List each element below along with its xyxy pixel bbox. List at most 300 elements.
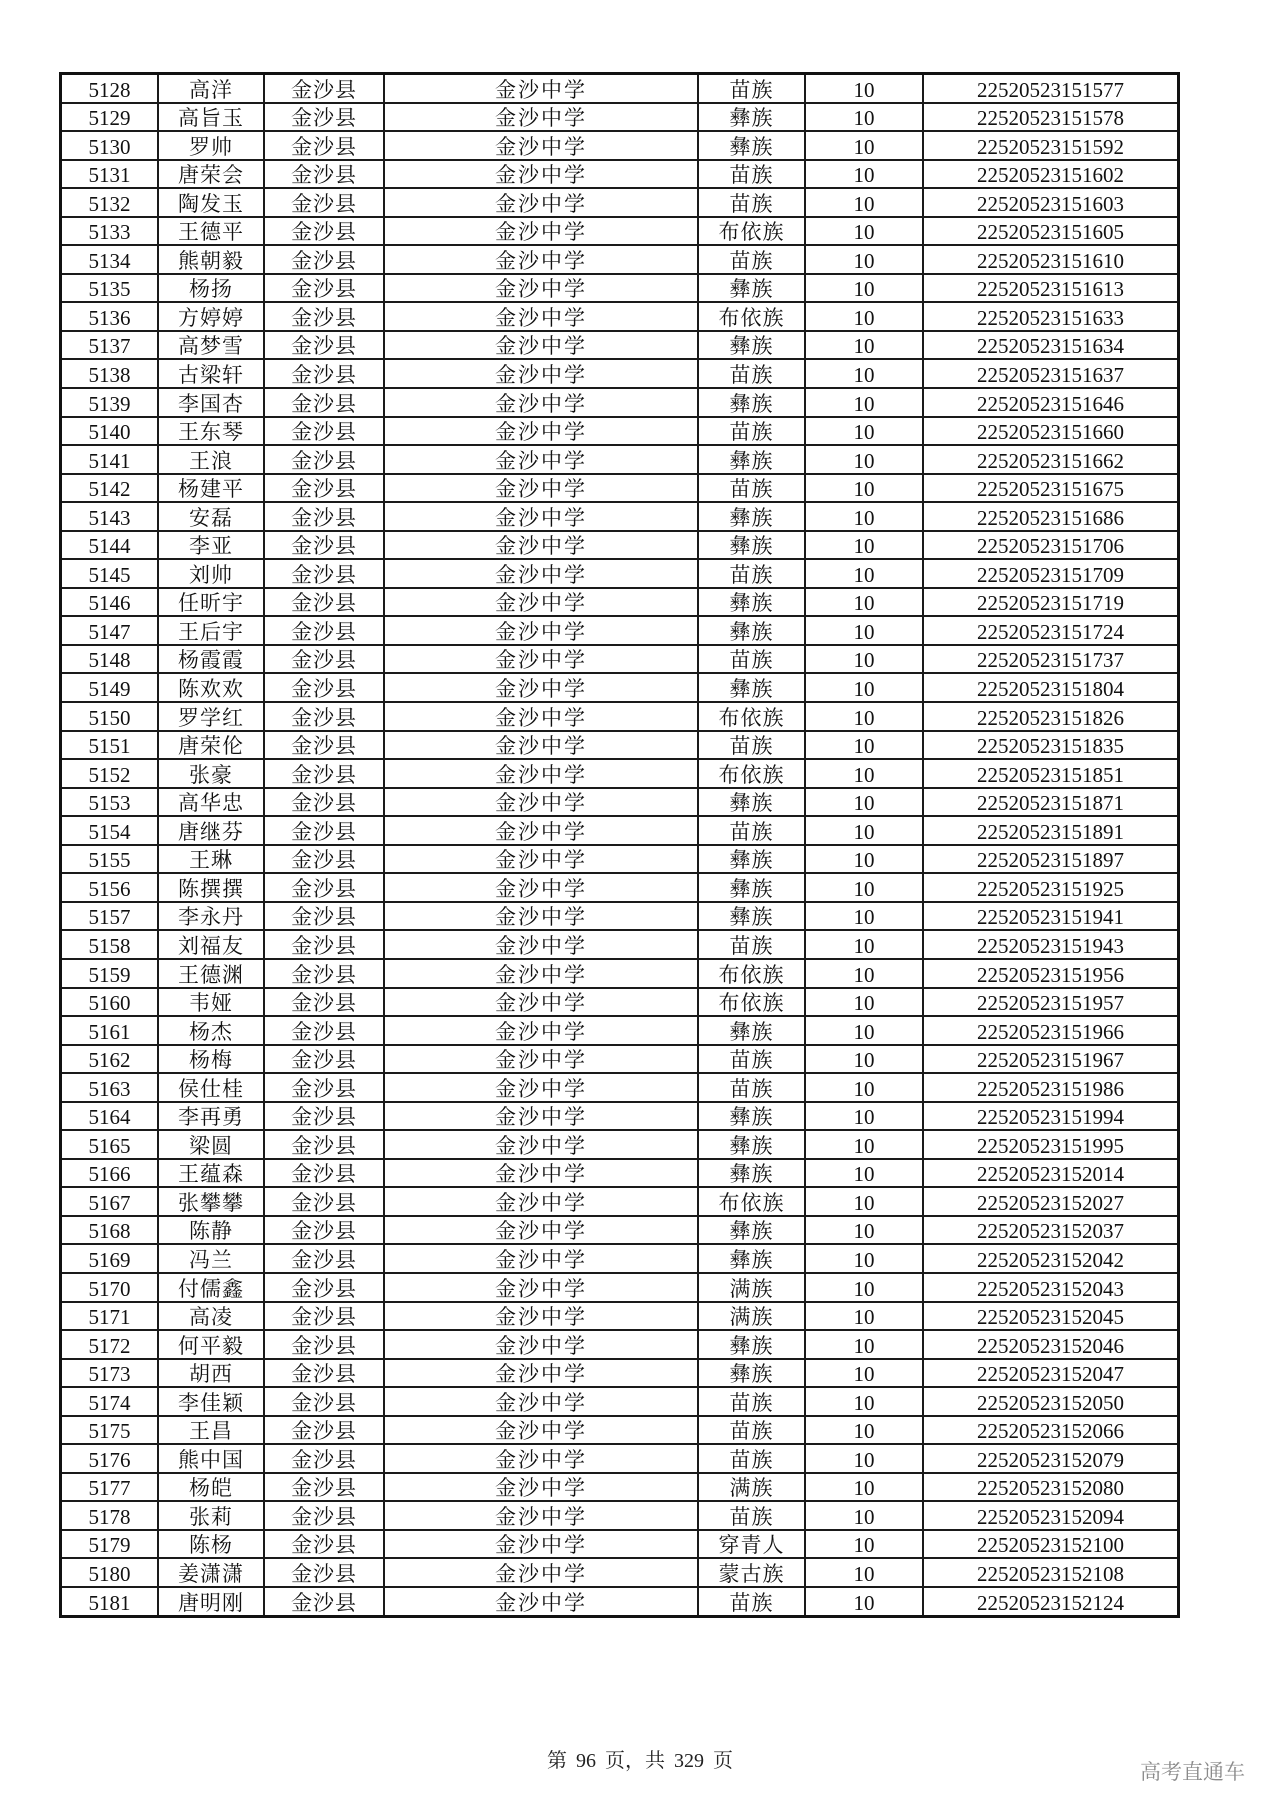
grade-cell: 10 xyxy=(805,1359,923,1388)
grade-cell: 10 xyxy=(805,160,923,189)
exam-id-cell: 22520523151925 xyxy=(923,873,1179,902)
student-name-cell: 张攀攀 xyxy=(158,1187,264,1216)
table-row xyxy=(61,274,1179,303)
row-number-cell: 5144 xyxy=(61,531,159,560)
table-row xyxy=(61,731,1179,760)
table-row xyxy=(61,502,1179,531)
county-cell: 金沙县 xyxy=(264,930,384,959)
student-name-cell: 冯兰 xyxy=(158,1244,264,1273)
ethnicity-cell: 彝族 xyxy=(698,588,805,617)
table-row xyxy=(61,816,1179,845)
exam-id-cell: 22520523151956 xyxy=(923,959,1179,988)
exam-id-cell: 22520523151804 xyxy=(923,673,1179,702)
grade-cell: 10 xyxy=(805,559,923,588)
watermark-text: 高考直通车 xyxy=(1140,1760,1245,1784)
ethnicity-cell: 苗族 xyxy=(698,816,805,845)
county-cell: 金沙县 xyxy=(264,673,384,702)
grade-cell: 10 xyxy=(805,645,923,674)
county-cell: 金沙县 xyxy=(264,131,384,160)
student-name-cell: 唐荣伦 xyxy=(158,731,264,760)
table-row xyxy=(61,1473,1179,1502)
school-cell: 金沙中学 xyxy=(384,1130,698,1159)
table-row xyxy=(61,616,1179,645)
county-cell: 金沙县 xyxy=(264,502,384,531)
grade-cell: 10 xyxy=(805,1187,923,1216)
school-cell: 金沙中学 xyxy=(384,131,698,160)
grade-cell: 10 xyxy=(805,331,923,360)
ethnicity-cell: 彝族 xyxy=(698,845,805,874)
county-cell: 金沙县 xyxy=(264,417,384,446)
student-name-cell: 高梦雪 xyxy=(158,331,264,360)
exam-id-cell: 22520523152042 xyxy=(923,1244,1179,1273)
row-number-cell: 5145 xyxy=(61,559,159,588)
exam-id-cell: 22520523151706 xyxy=(923,531,1179,560)
county-cell: 金沙县 xyxy=(264,959,384,988)
row-number-cell: 5180 xyxy=(61,1558,159,1587)
county-cell: 金沙县 xyxy=(264,103,384,132)
grade-cell: 10 xyxy=(805,1073,923,1102)
student-name-cell: 陶发玉 xyxy=(158,188,264,217)
table-row xyxy=(61,873,1179,902)
county-cell: 金沙县 xyxy=(264,559,384,588)
school-cell: 金沙中学 xyxy=(384,217,698,246)
school-cell: 金沙中学 xyxy=(384,1073,698,1102)
grade-cell: 10 xyxy=(805,217,923,246)
school-cell: 金沙中学 xyxy=(384,388,698,417)
table-row xyxy=(61,188,1179,217)
county-cell: 金沙县 xyxy=(264,388,384,417)
county-cell: 金沙县 xyxy=(264,1587,384,1616)
county-cell: 金沙县 xyxy=(264,902,384,931)
row-number-cell: 5150 xyxy=(61,702,159,731)
exam-id-cell: 22520523152043 xyxy=(923,1273,1179,1302)
table-row xyxy=(61,1159,1179,1188)
table-row xyxy=(61,959,1179,988)
student-name-cell: 熊朝毅 xyxy=(158,245,264,274)
school-cell: 金沙中学 xyxy=(384,1330,698,1359)
exam-id-cell: 22520523151603 xyxy=(923,188,1179,217)
ethnicity-cell: 彝族 xyxy=(698,788,805,817)
grade-cell: 10 xyxy=(805,359,923,388)
row-number-cell: 5137 xyxy=(61,331,159,360)
row-number-cell: 5153 xyxy=(61,788,159,817)
grade-cell: 10 xyxy=(805,1330,923,1359)
table-row xyxy=(61,302,1179,331)
exam-id-cell: 22520523151724 xyxy=(923,616,1179,645)
ethnicity-cell: 彝族 xyxy=(698,445,805,474)
table-row xyxy=(61,417,1179,446)
row-number-cell: 5167 xyxy=(61,1187,159,1216)
ethnicity-cell: 布依族 xyxy=(698,959,805,988)
county-cell: 金沙县 xyxy=(264,731,384,760)
table-row xyxy=(61,1558,1179,1587)
row-number-cell: 5161 xyxy=(61,1016,159,1045)
county-cell: 金沙县 xyxy=(264,1244,384,1273)
table-row xyxy=(61,1501,1179,1530)
ethnicity-cell: 苗族 xyxy=(698,74,805,103)
table-row xyxy=(61,1273,1179,1302)
student-name-cell: 杨建平 xyxy=(158,474,264,503)
table-row xyxy=(61,1530,1179,1559)
student-name-cell: 刘帅 xyxy=(158,559,264,588)
ethnicity-cell: 布依族 xyxy=(698,1187,805,1216)
school-cell: 金沙中学 xyxy=(384,873,698,902)
school-cell: 金沙中学 xyxy=(384,845,698,874)
exam-id-cell: 22520523151686 xyxy=(923,502,1179,531)
table-row xyxy=(61,531,1179,560)
student-name-cell: 唐荣会 xyxy=(158,160,264,189)
row-number-cell: 5162 xyxy=(61,1045,159,1074)
table-row xyxy=(61,1045,1179,1074)
exam-id-cell: 22520523151826 xyxy=(923,702,1179,731)
student-name-cell: 方婷婷 xyxy=(158,302,264,331)
row-number-cell: 5141 xyxy=(61,445,159,474)
grade-cell: 10 xyxy=(805,1244,923,1273)
table-row xyxy=(61,359,1179,388)
county-cell: 金沙县 xyxy=(264,331,384,360)
county-cell: 金沙县 xyxy=(264,1387,384,1416)
exam-id-cell: 22520523151605 xyxy=(923,217,1179,246)
row-number-cell: 5157 xyxy=(61,902,159,931)
ethnicity-cell: 彝族 xyxy=(698,1159,805,1188)
county-cell: 金沙县 xyxy=(264,816,384,845)
student-name-cell: 王东琴 xyxy=(158,417,264,446)
table-row xyxy=(61,930,1179,959)
grade-cell: 10 xyxy=(805,474,923,503)
row-number-cell: 5181 xyxy=(61,1587,159,1616)
row-number-cell: 5174 xyxy=(61,1387,159,1416)
school-cell: 金沙中学 xyxy=(384,103,698,132)
student-name-cell: 杨梅 xyxy=(158,1045,264,1074)
school-cell: 金沙中学 xyxy=(384,1444,698,1473)
county-cell: 金沙县 xyxy=(264,1273,384,1302)
student-name-cell: 李佳颖 xyxy=(158,1387,264,1416)
grade-cell: 10 xyxy=(805,1302,923,1331)
exam-id-cell: 22520523152100 xyxy=(923,1530,1179,1559)
county-cell: 金沙县 xyxy=(264,1130,384,1159)
exam-id-cell: 22520523151613 xyxy=(923,274,1179,303)
grade-cell: 10 xyxy=(805,988,923,1017)
grade-cell: 10 xyxy=(805,845,923,874)
county-cell: 金沙县 xyxy=(264,160,384,189)
county-cell: 金沙县 xyxy=(264,1359,384,1388)
exam-id-cell: 22520523152094 xyxy=(923,1501,1179,1530)
exam-id-cell: 22520523152050 xyxy=(923,1387,1179,1416)
county-cell: 金沙县 xyxy=(264,759,384,788)
table-row xyxy=(61,588,1179,617)
table-row xyxy=(61,759,1179,788)
grade-cell: 10 xyxy=(805,103,923,132)
county-cell: 金沙县 xyxy=(264,445,384,474)
student-name-cell: 王昌 xyxy=(158,1416,264,1445)
row-number-cell: 5160 xyxy=(61,988,159,1017)
table-row xyxy=(61,74,1179,103)
school-cell: 金沙中学 xyxy=(384,502,698,531)
ethnicity-cell: 苗族 xyxy=(698,645,805,674)
table-row xyxy=(61,1130,1179,1159)
table-row xyxy=(61,245,1179,274)
grade-cell: 10 xyxy=(805,731,923,760)
exam-id-cell: 22520523152037 xyxy=(923,1216,1179,1245)
row-number-cell: 5152 xyxy=(61,759,159,788)
exam-id-cell: 22520523151943 xyxy=(923,930,1179,959)
grade-cell: 10 xyxy=(805,1130,923,1159)
table-row xyxy=(61,673,1179,702)
table-row xyxy=(61,331,1179,360)
school-cell: 金沙中学 xyxy=(384,531,698,560)
ethnicity-cell: 彝族 xyxy=(698,388,805,417)
school-cell: 金沙中学 xyxy=(384,1302,698,1331)
grade-cell: 10 xyxy=(805,1273,923,1302)
student-name-cell: 王蕴森 xyxy=(158,1159,264,1188)
row-number-cell: 5172 xyxy=(61,1330,159,1359)
school-cell: 金沙中学 xyxy=(384,1016,698,1045)
school-cell: 金沙中学 xyxy=(384,988,698,1017)
table-row xyxy=(61,1302,1179,1331)
ethnicity-cell: 彝族 xyxy=(698,502,805,531)
school-cell: 金沙中学 xyxy=(384,759,698,788)
exam-id-cell: 22520523151578 xyxy=(923,103,1179,132)
student-name-cell: 杨扬 xyxy=(158,274,264,303)
county-cell: 金沙县 xyxy=(264,1216,384,1245)
county-cell: 金沙县 xyxy=(264,1330,384,1359)
grade-cell: 10 xyxy=(805,1387,923,1416)
row-number-cell: 5136 xyxy=(61,302,159,331)
row-number-cell: 5147 xyxy=(61,616,159,645)
school-cell: 金沙中学 xyxy=(384,274,698,303)
ethnicity-cell: 苗族 xyxy=(698,1587,805,1616)
student-roster-table xyxy=(59,72,1180,1618)
county-cell: 金沙县 xyxy=(264,645,384,674)
ethnicity-cell: 苗族 xyxy=(698,417,805,446)
student-name-cell: 古梁轩 xyxy=(158,359,264,388)
ethnicity-cell: 布依族 xyxy=(698,702,805,731)
table-row xyxy=(61,559,1179,588)
student-name-cell: 胡西 xyxy=(158,1359,264,1388)
student-name-cell: 高凌 xyxy=(158,1302,264,1331)
county-cell: 金沙县 xyxy=(264,616,384,645)
row-number-cell: 5154 xyxy=(61,816,159,845)
school-cell: 金沙中学 xyxy=(384,302,698,331)
ethnicity-cell: 苗族 xyxy=(698,559,805,588)
table-row xyxy=(61,845,1179,874)
table-row xyxy=(61,988,1179,1017)
exam-id-cell: 22520523151634 xyxy=(923,331,1179,360)
grade-cell: 10 xyxy=(805,959,923,988)
school-cell: 金沙中学 xyxy=(384,1102,698,1131)
school-cell: 金沙中学 xyxy=(384,645,698,674)
row-number-cell: 5133 xyxy=(61,217,159,246)
ethnicity-cell: 苗族 xyxy=(698,1045,805,1074)
ethnicity-cell: 彝族 xyxy=(698,1130,805,1159)
county-cell: 金沙县 xyxy=(264,588,384,617)
student-name-cell: 安磊 xyxy=(158,502,264,531)
county-cell: 金沙县 xyxy=(264,1073,384,1102)
ethnicity-cell: 苗族 xyxy=(698,474,805,503)
exam-id-cell: 22520523151709 xyxy=(923,559,1179,588)
school-cell: 金沙中学 xyxy=(384,1045,698,1074)
county-cell: 金沙县 xyxy=(264,1416,384,1445)
row-number-cell: 5176 xyxy=(61,1444,159,1473)
county-cell: 金沙县 xyxy=(264,1102,384,1131)
exam-id-cell: 22520523152124 xyxy=(923,1587,1179,1616)
school-cell: 金沙中学 xyxy=(384,331,698,360)
school-cell: 金沙中学 xyxy=(384,74,698,103)
exam-id-cell: 22520523151675 xyxy=(923,474,1179,503)
row-number-cell: 5177 xyxy=(61,1473,159,1502)
county-cell: 金沙县 xyxy=(264,74,384,103)
exam-id-cell: 22520523151966 xyxy=(923,1016,1179,1045)
grade-cell: 10 xyxy=(805,616,923,645)
county-cell: 金沙县 xyxy=(264,1302,384,1331)
exam-id-cell: 22520523151719 xyxy=(923,588,1179,617)
student-name-cell: 王后宇 xyxy=(158,616,264,645)
table-row xyxy=(61,1387,1179,1416)
exam-id-cell: 22520523151957 xyxy=(923,988,1179,1017)
school-cell: 金沙中学 xyxy=(384,245,698,274)
county-cell: 金沙县 xyxy=(264,988,384,1017)
school-cell: 金沙中学 xyxy=(384,188,698,217)
student-name-cell: 王德渊 xyxy=(158,959,264,988)
county-cell: 金沙县 xyxy=(264,1501,384,1530)
exam-id-cell: 22520523151871 xyxy=(923,788,1179,817)
table-row xyxy=(61,1216,1179,1245)
grade-cell: 10 xyxy=(805,1216,923,1245)
student-name-cell: 陈静 xyxy=(158,1216,264,1245)
exam-id-cell: 22520523151577 xyxy=(923,74,1179,103)
county-cell: 金沙县 xyxy=(264,1045,384,1074)
row-number-cell: 5149 xyxy=(61,673,159,702)
ethnicity-cell: 彝族 xyxy=(698,131,805,160)
ethnicity-cell: 彝族 xyxy=(698,1359,805,1388)
student-name-cell: 陈杨 xyxy=(158,1530,264,1559)
county-cell: 金沙县 xyxy=(264,1016,384,1045)
grade-cell: 10 xyxy=(805,930,923,959)
table-row xyxy=(61,1016,1179,1045)
table-row xyxy=(61,702,1179,731)
exam-id-cell: 22520523152045 xyxy=(923,1302,1179,1331)
ethnicity-cell: 苗族 xyxy=(698,1501,805,1530)
table-row xyxy=(61,1416,1179,1445)
exam-id-cell: 22520523152108 xyxy=(923,1558,1179,1587)
exam-id-cell: 22520523151660 xyxy=(923,417,1179,446)
school-cell: 金沙中学 xyxy=(384,445,698,474)
grade-cell: 10 xyxy=(805,274,923,303)
row-number-cell: 5166 xyxy=(61,1159,159,1188)
grade-cell: 10 xyxy=(805,1416,923,1445)
student-name-cell: 唐继芬 xyxy=(158,816,264,845)
school-cell: 金沙中学 xyxy=(384,588,698,617)
exam-id-cell: 22520523151610 xyxy=(923,245,1179,274)
school-cell: 金沙中学 xyxy=(384,1244,698,1273)
exam-id-cell: 22520523152066 xyxy=(923,1416,1179,1445)
ethnicity-cell: 苗族 xyxy=(698,245,805,274)
grade-cell: 10 xyxy=(805,131,923,160)
school-cell: 金沙中学 xyxy=(384,1587,698,1616)
table-row xyxy=(61,217,1179,246)
school-cell: 金沙中学 xyxy=(384,359,698,388)
student-name-cell: 韦娅 xyxy=(158,988,264,1017)
row-number-cell: 5165 xyxy=(61,1130,159,1159)
table-row xyxy=(61,388,1179,417)
row-number-cell: 5175 xyxy=(61,1416,159,1445)
roster-body xyxy=(61,74,1179,1617)
ethnicity-cell: 苗族 xyxy=(698,1416,805,1445)
school-cell: 金沙中学 xyxy=(384,1159,698,1188)
grade-cell: 10 xyxy=(805,1530,923,1559)
school-cell: 金沙中学 xyxy=(384,930,698,959)
ethnicity-cell: 满族 xyxy=(698,1273,805,1302)
county-cell: 金沙县 xyxy=(264,1187,384,1216)
exam-id-cell: 22520523152046 xyxy=(923,1330,1179,1359)
exam-id-cell: 22520523152080 xyxy=(923,1473,1179,1502)
student-name-cell: 唐明刚 xyxy=(158,1587,264,1616)
grade-cell: 10 xyxy=(805,502,923,531)
grade-cell: 10 xyxy=(805,1501,923,1530)
row-number-cell: 5134 xyxy=(61,245,159,274)
row-number-cell: 5158 xyxy=(61,930,159,959)
student-name-cell: 梁圆 xyxy=(158,1130,264,1159)
ethnicity-cell: 彝族 xyxy=(698,616,805,645)
school-cell: 金沙中学 xyxy=(384,1530,698,1559)
row-number-cell: 5173 xyxy=(61,1359,159,1388)
grade-cell: 10 xyxy=(805,1444,923,1473)
row-number-cell: 5140 xyxy=(61,417,159,446)
grade-cell: 10 xyxy=(805,1045,923,1074)
grade-cell: 10 xyxy=(805,788,923,817)
exam-id-cell: 22520523151986 xyxy=(923,1073,1179,1102)
row-number-cell: 5156 xyxy=(61,873,159,902)
row-number-cell: 5131 xyxy=(61,160,159,189)
school-cell: 金沙中学 xyxy=(384,1387,698,1416)
county-cell: 金沙县 xyxy=(264,359,384,388)
school-cell: 金沙中学 xyxy=(384,902,698,931)
grade-cell: 10 xyxy=(805,245,923,274)
exam-id-cell: 22520523151941 xyxy=(923,902,1179,931)
school-cell: 金沙中学 xyxy=(384,417,698,446)
school-cell: 金沙中学 xyxy=(384,959,698,988)
row-number-cell: 5179 xyxy=(61,1530,159,1559)
school-cell: 金沙中学 xyxy=(384,673,698,702)
ethnicity-cell: 彝族 xyxy=(698,1330,805,1359)
ethnicity-cell: 蒙古族 xyxy=(698,1558,805,1587)
table-row xyxy=(61,1587,1179,1616)
row-number-cell: 5146 xyxy=(61,588,159,617)
row-number-cell: 5163 xyxy=(61,1073,159,1102)
table-row xyxy=(61,160,1179,189)
exam-id-cell: 22520523151662 xyxy=(923,445,1179,474)
ethnicity-cell: 布依族 xyxy=(698,759,805,788)
county-cell: 金沙县 xyxy=(264,474,384,503)
ethnicity-cell: 布依族 xyxy=(698,217,805,246)
county-cell: 金沙县 xyxy=(264,845,384,874)
school-cell: 金沙中学 xyxy=(384,1558,698,1587)
exam-id-cell: 22520523151633 xyxy=(923,302,1179,331)
ethnicity-cell: 彝族 xyxy=(698,1016,805,1045)
grade-cell: 10 xyxy=(805,702,923,731)
table-row xyxy=(61,1102,1179,1131)
table-row xyxy=(61,131,1179,160)
grade-cell: 10 xyxy=(805,816,923,845)
exam-id-cell: 22520523151835 xyxy=(923,731,1179,760)
grade-cell: 10 xyxy=(805,1102,923,1131)
ethnicity-cell: 满族 xyxy=(698,1473,805,1502)
table-row xyxy=(61,902,1179,931)
ethnicity-cell: 彝族 xyxy=(698,103,805,132)
school-cell: 金沙中学 xyxy=(384,702,698,731)
student-name-cell: 王琳 xyxy=(158,845,264,874)
school-cell: 金沙中学 xyxy=(384,1216,698,1245)
